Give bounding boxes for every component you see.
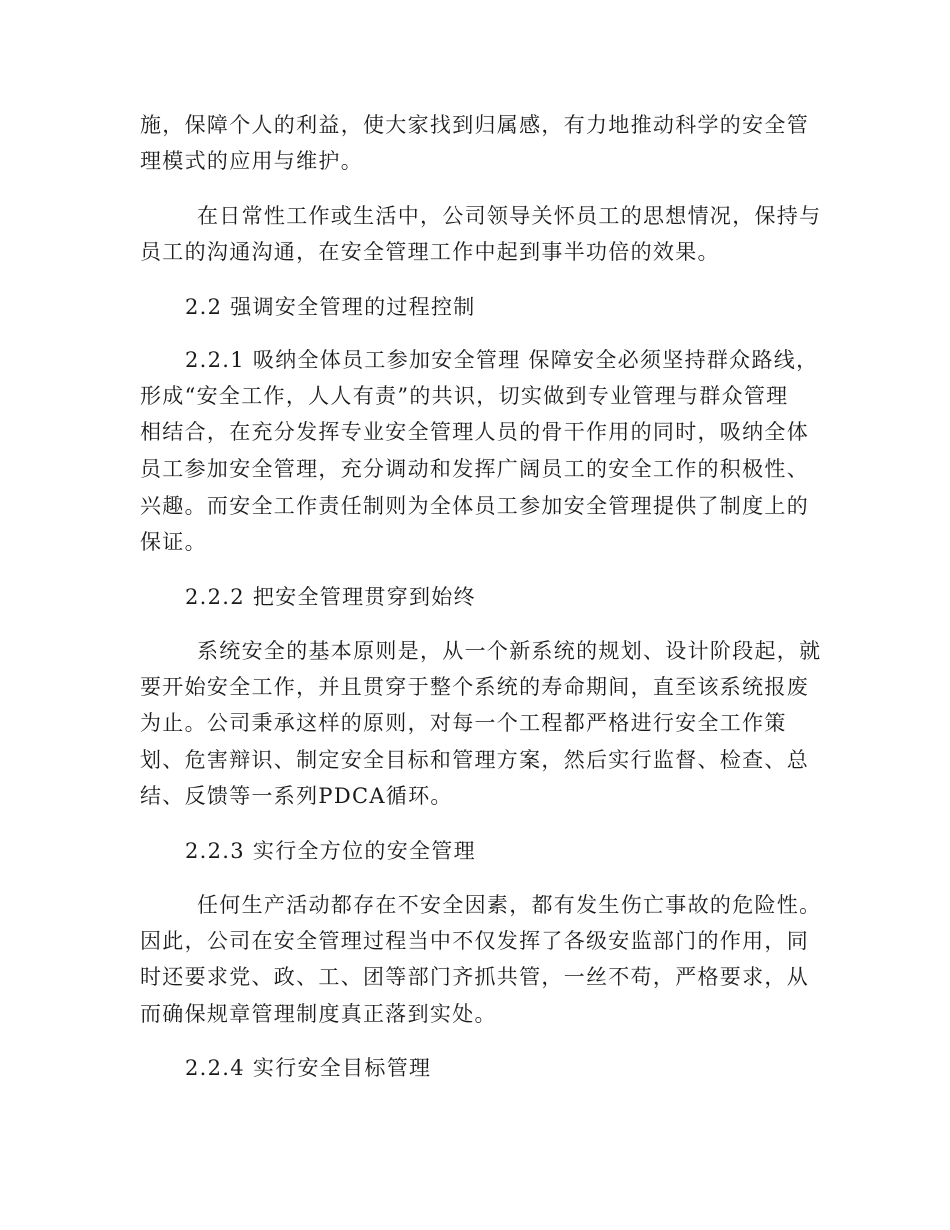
paragraph-line: 因此，公司在安全管理过程当中不仅发挥了各级安监部门的作用，同: [140, 929, 809, 953]
paragraph-line: 结、反馈等一系列PDCA循环。: [140, 784, 453, 808]
paragraph-line: 时还要求党、政、工、团等部门齐抓共管，一丝不苟，严格要求，从: [140, 965, 809, 989]
paragraph-line: 要开始安全工作，并且贯穿于整个系统的寿命期间，直至该系统报废: [140, 675, 809, 699]
paragraph-line: 2.2.1 吸纳全体员工参加安全管理 保障安全必须坚持群众路线，: [185, 348, 819, 372]
paragraph-line: 为止。公司秉承这样的原则，对每一个工程都严格进行安全工作策: [140, 711, 787, 735]
paragraph-line: 理模式的应用与维护。: [140, 149, 363, 173]
paragraph-line: 系统安全的基本原则是，从一个新系统的规划、设计阶段起，就: [197, 639, 822, 663]
paragraph-line: 相结合，在充分发挥专业安全管理人员的骨干作用的同时，吸纳全体: [140, 420, 809, 444]
paragraph-line: 兴趣。而安全工作责任制则为全体员工参加安全管理提供了制度上的: [140, 494, 809, 518]
paragraph-line: 而确保规章管理制度真正落到实处。: [140, 1002, 497, 1026]
paragraph-line: 员工的沟通沟通，在安全管理工作中起到事半功倍的效果。: [140, 240, 720, 264]
paragraph-line: 保证。: [140, 530, 207, 554]
section-heading: 2.2.2 把安全管理贯穿到始终: [185, 585, 476, 609]
paragraph-line: 员工参加安全管理，充分调动和发挥广阔员工的安全工作的积极性、: [140, 457, 809, 481]
section-heading: 2.2.3 实行全方位的安全管理: [185, 839, 476, 863]
section-heading: 2.2 强调安全管理的过程控制: [185, 295, 476, 319]
paragraph-line: 任何生产活动都存在不安全因素，都有发生伤亡事故的危险性。: [197, 893, 822, 917]
paragraph-line: 划、危害辩识、制定安全目标和管理方案，然后实行监督、检查、总: [140, 748, 809, 772]
paragraph-line: 施，保障个人的利益，使大家找到归属感，有力地推动科学的安全管: [140, 113, 809, 137]
paragraph-line: 在日常性工作或生活中，公司领导关怀员工的思想情况，保持与: [197, 204, 822, 228]
section-heading: 2.2.4 实行安全目标管理: [185, 1056, 432, 1080]
paragraph-line: 形成“安全工作，人人有责”的共识，切实做到专业管理与群众管理: [140, 384, 789, 408]
